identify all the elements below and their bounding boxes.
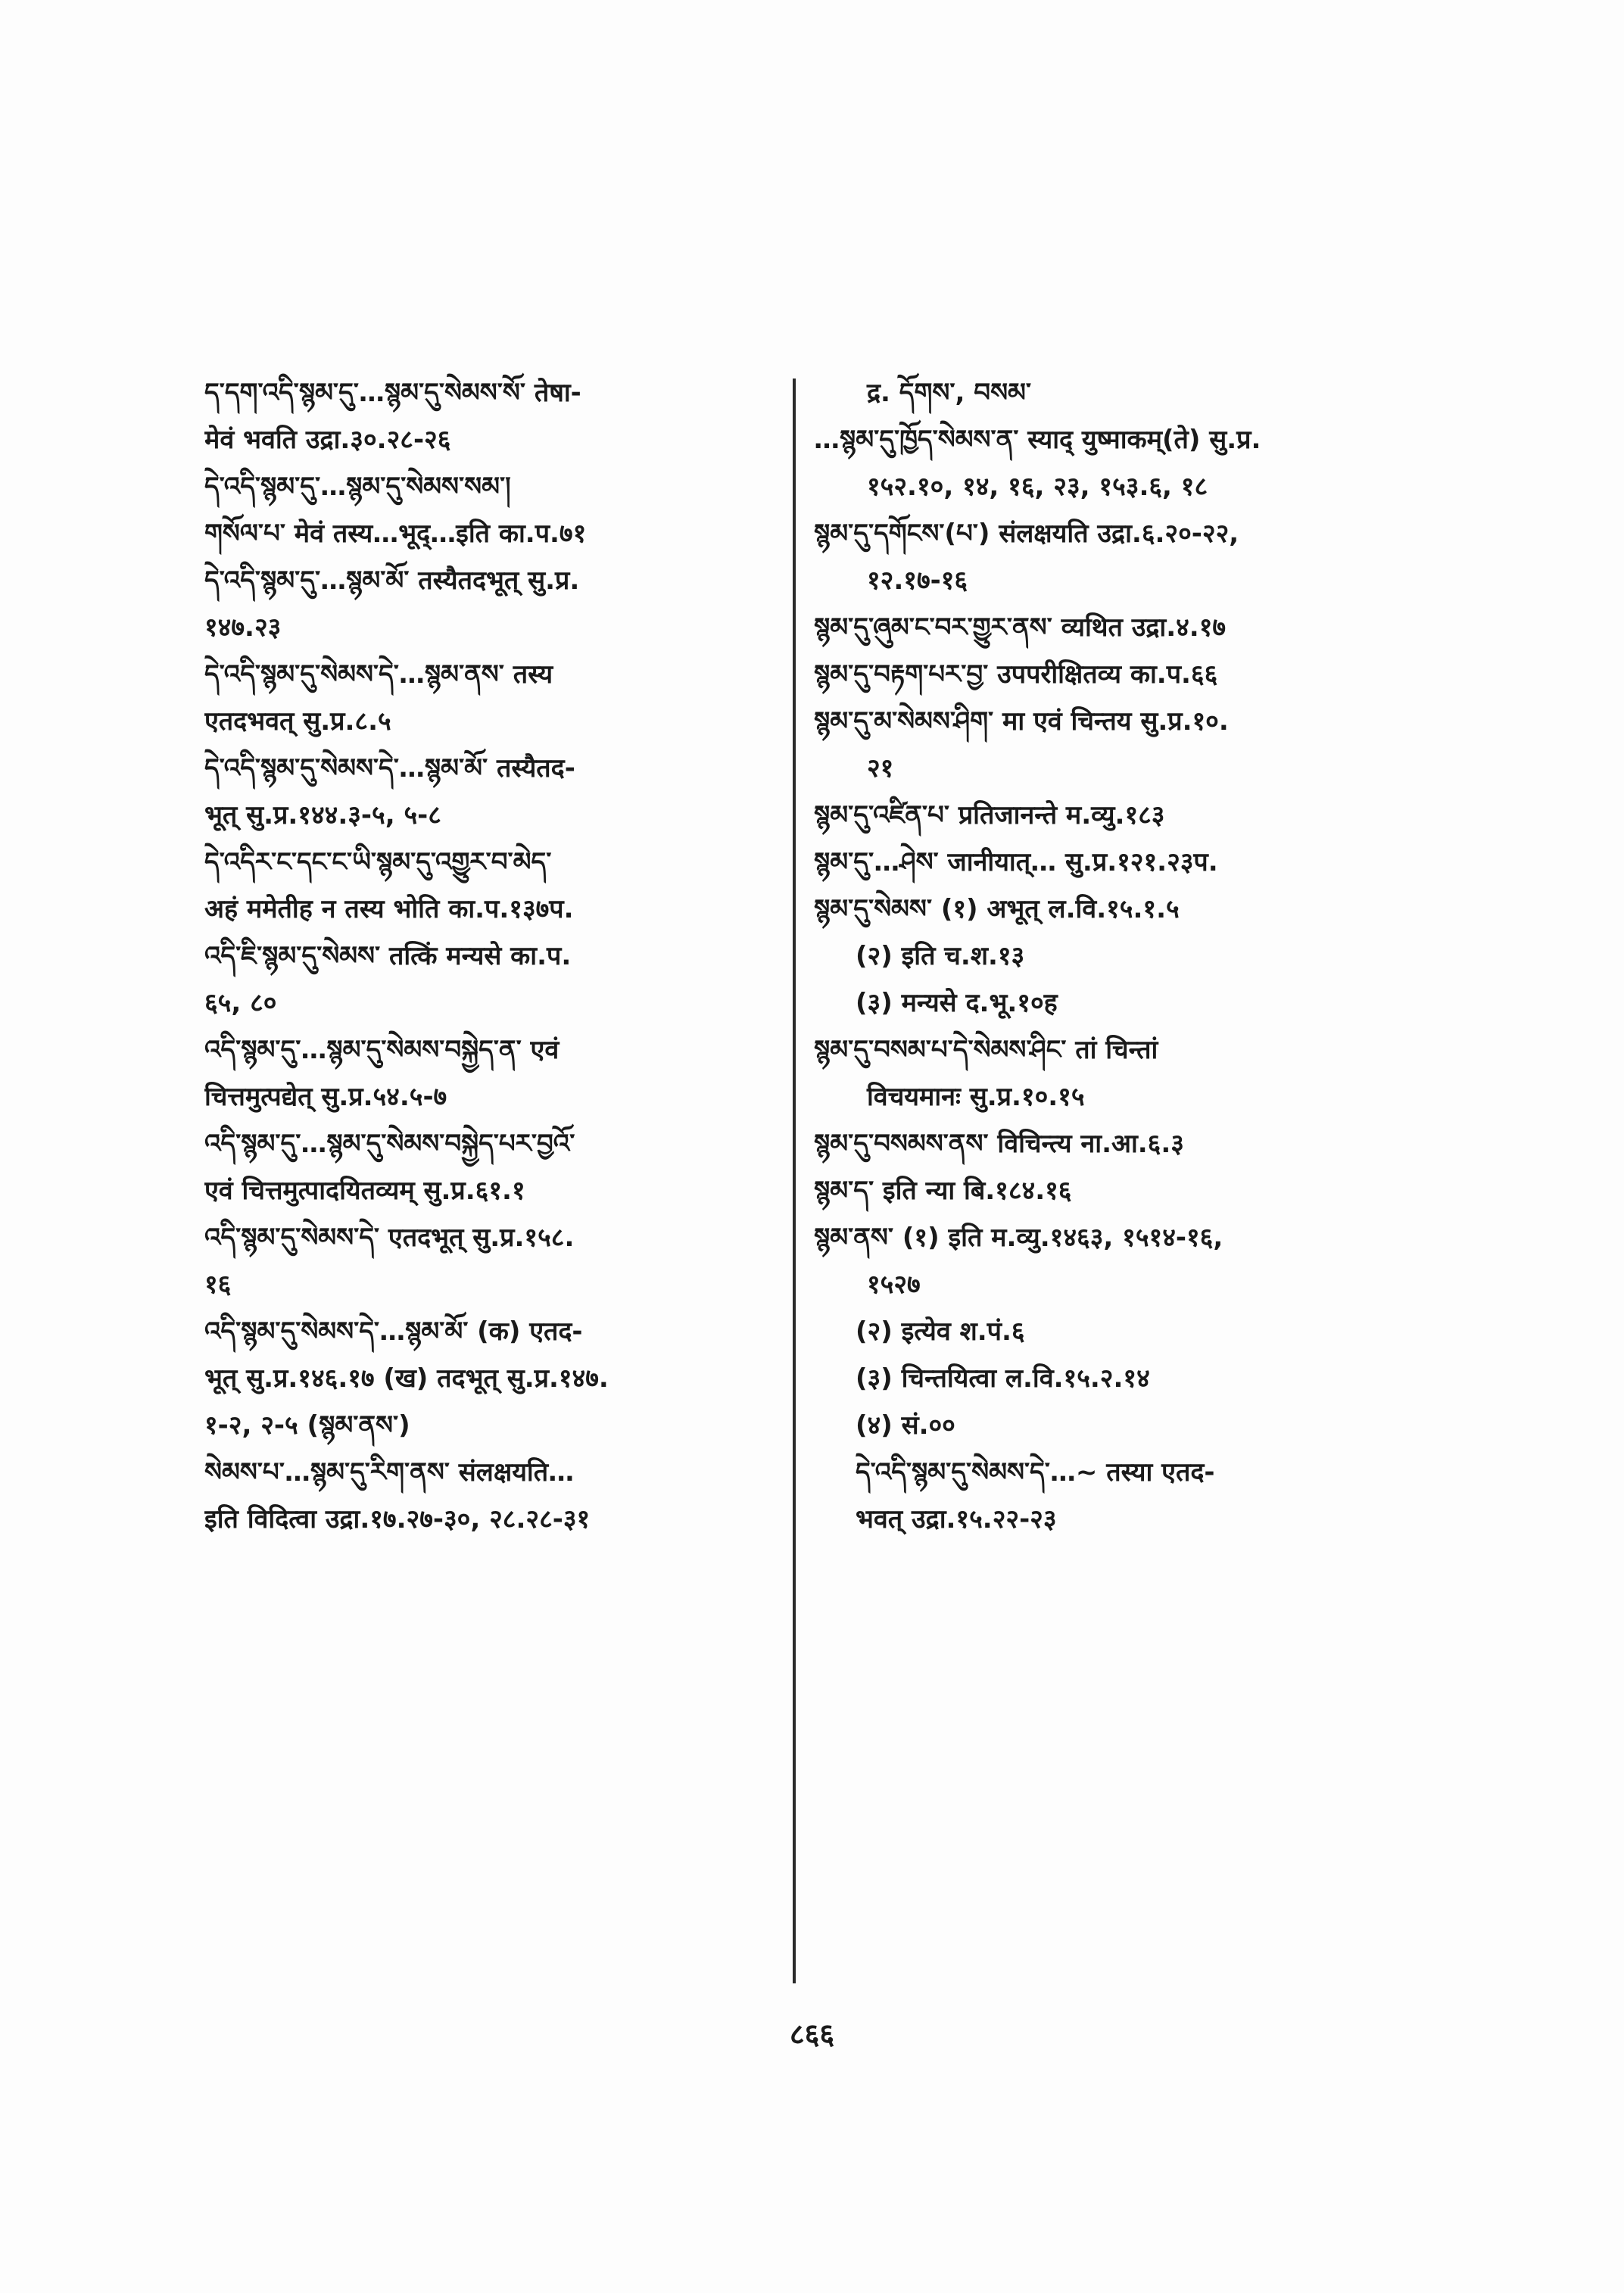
entry-line: གསོལ་པ་ मेवं तस्य…भूद्…इति का.प.७१ [204, 519, 587, 549]
entry-line: སྙམ་དུ་ཞུམ་ང་བར་གྱུར་ནས་ व्यथित उद्रा.४.१७ [814, 612, 1227, 643]
entry-line: སྙམ་དུ་དགོངས་(པ་) संलक्षयति उद्रा.६.२०-२२, [814, 519, 1239, 549]
entry-line: དེ་འདི་སྙམ་དུ་སེམས་དེ་…སྙམ་ནས་ तस्य [204, 659, 553, 690]
entry-line: १६ [204, 1270, 232, 1300]
right-column [814, 369, 1420, 1543]
entry-line: मेवं भवति उद्रा.३०.२८-२६ [204, 425, 451, 455]
entry-line: (२) इति च.श.१३ [856, 941, 1025, 971]
entry-line: इति विदित्वा उद्रा.१७.२७-३०, २८.२८-३१ [204, 1504, 591, 1534]
entry-line: དེ་འདི་སྙམ་དུ་སེམས་དེ་…~ तस्या एतद- [856, 1457, 1215, 1488]
entry-line: འདི་སྙམ་དུ་…སྙམ་དུ་སེམས་བསྐྱེད་པར་བྱའོ་ [204, 1129, 575, 1159]
entry-line: སྙམ་དུ་མ་སེམས་ཤིག་ मा एवं चिन्तय सु.प्र.१०. [814, 706, 1229, 737]
entry-line: एतदभवत् सु.प्र.८.५ [204, 706, 391, 737]
entry-line: १५२७ [867, 1270, 921, 1300]
entry-line: वि‌चयमानः सु.प्र.१०.१५ [867, 1082, 1085, 1112]
entry-line: (२) इत्येव श.पं.६ [856, 1316, 1025, 1347]
entry-line: ६५, ८० [204, 988, 277, 1018]
entry-line: འདི་སྙམ་དུ་…སྙམ་དུ་སེམས་བསྐྱེད་ན་ एवं [204, 1035, 560, 1065]
entry-line: སྙམ་ནས་ (१) इति म.व्यु.१४६३, १५१४-१६, [814, 1223, 1223, 1253]
entry-line: भूत् सु.प्र.१४४.३-५, ५-८ [204, 800, 441, 830]
entry-line: …སྙམ་དུ་ཁྱོད་སེམས་ན་ स्याद् युष्माकम्(ते) सु.प्र. [814, 425, 1261, 455]
entry-line: སྙམ་དུ་འཛིན་པ་ प्रतिजानन्ते म.व्यु.१८३ [814, 800, 1165, 830]
entry-line: (४) सं.०० [856, 1410, 955, 1441]
entry-line: अहं ममेतीह न तस्य भोति का.प.१३७प. [204, 894, 574, 924]
entry-line: སྙམ་ད་ इति न्या बि.१८४.१६ [814, 1176, 1072, 1206]
entry-line: དེ་འདིར་ང་དང་ང་ཡི་སྙམ་དུ་འགྱུར་བ་མེད་ [204, 847, 552, 877]
entry-line: སྙམ་དུ་བརྟག་པར་བྱ་ उपपरीक्षितव्य का.प.६६ [814, 659, 1218, 690]
entry-line: སྙམ་དུ་བསམས་ནས་ विचिन्त्य ना.आ.६.३ [814, 1129, 1184, 1159]
entry-line: १२.१७-१६ [867, 565, 968, 596]
entry-line: སྙམ་དུ་བསམ་པ་དེ་སེམས་ཤིང་ तां चिन्तां [814, 1035, 1158, 1065]
entry-line: འདི་ཇི་སྙམ་དུ་སེམས་ तत्किं मन्यसे का.प. [204, 941, 572, 971]
entry-line: (३) मन्यसे द.भू.१०ह [856, 988, 1058, 1018]
entry-line: ད་དག་འདི་སྙམ་དུ་…སྙམ་དུ་སེམས་སོ་ तेषा- [204, 378, 581, 408]
page-number: ८६६ [789, 2017, 835, 2051]
left-column [204, 369, 791, 1543]
entry-line: འདི་སྙམ་དུ་སེམས་དེ་ एतदभूत् सु.प्र.१५८. [204, 1223, 575, 1253]
column-divider [793, 379, 796, 1983]
entry-line: འདི་སྙམ་དུ་སེམས་དེ་…སྙམ་མོ་ (क) एतद- [204, 1316, 583, 1347]
entry-line: भवत् उद्रा.१५.२२-२३ [856, 1504, 1057, 1534]
entry-line: भूत् सु.प्र.१४६.१७ (ख) तदभूत् सु.प्र.१४७. [204, 1363, 609, 1394]
entry-line: १-२, २-५ (སྙམ་ནས་) [204, 1410, 410, 1441]
entry-line: १५२.१०, १४, १६, २३, १५३.६, १८ [867, 472, 1208, 502]
entry-line: चित्तमुत्पद्येत् सु.प्र.५४.५-७ [204, 1082, 447, 1112]
entry-line: སྙམ་དུ་སེམས་ (१) अभूत् ल.वि.१५.१.५ [814, 894, 1180, 924]
entry-line: द्र. དོགས་, བསམ་ [867, 378, 1032, 408]
entry-line: १४७.२३ [204, 612, 282, 643]
entry-line: २१ [867, 753, 894, 784]
entry-line: एवं चित्तमुत्पादयितव्यम् सु.प्र.६१.१ [204, 1176, 525, 1206]
entry-line: དེ་འདི་སྙམ་དུ་སེམས་དེ་…སྙམ་མོ་ तस्यैतद- [204, 753, 575, 784]
entry-line: དེ་འདི་སྙམ་དུ་…སྙམ་དུ་སེམས་སམ་། [204, 472, 511, 502]
entry-line: དེ་འདི་སྙམ་དུ་…སྙམ་མོ་ तस्यैतदभूत् सु.प्र. [204, 565, 580, 596]
entry-line: སེམས་པ་…སྙམ་དུ་རིག་ནས་ संलक्षयति… [204, 1457, 575, 1488]
entry-line: (३) चिन्तयित्वा ल.वि.१५.२.१४ [856, 1363, 1150, 1394]
entry-line: སྙམ་དུ་…ཤེས་ जानीयात्… सु.प्र.१२१.२३प. [814, 847, 1218, 877]
